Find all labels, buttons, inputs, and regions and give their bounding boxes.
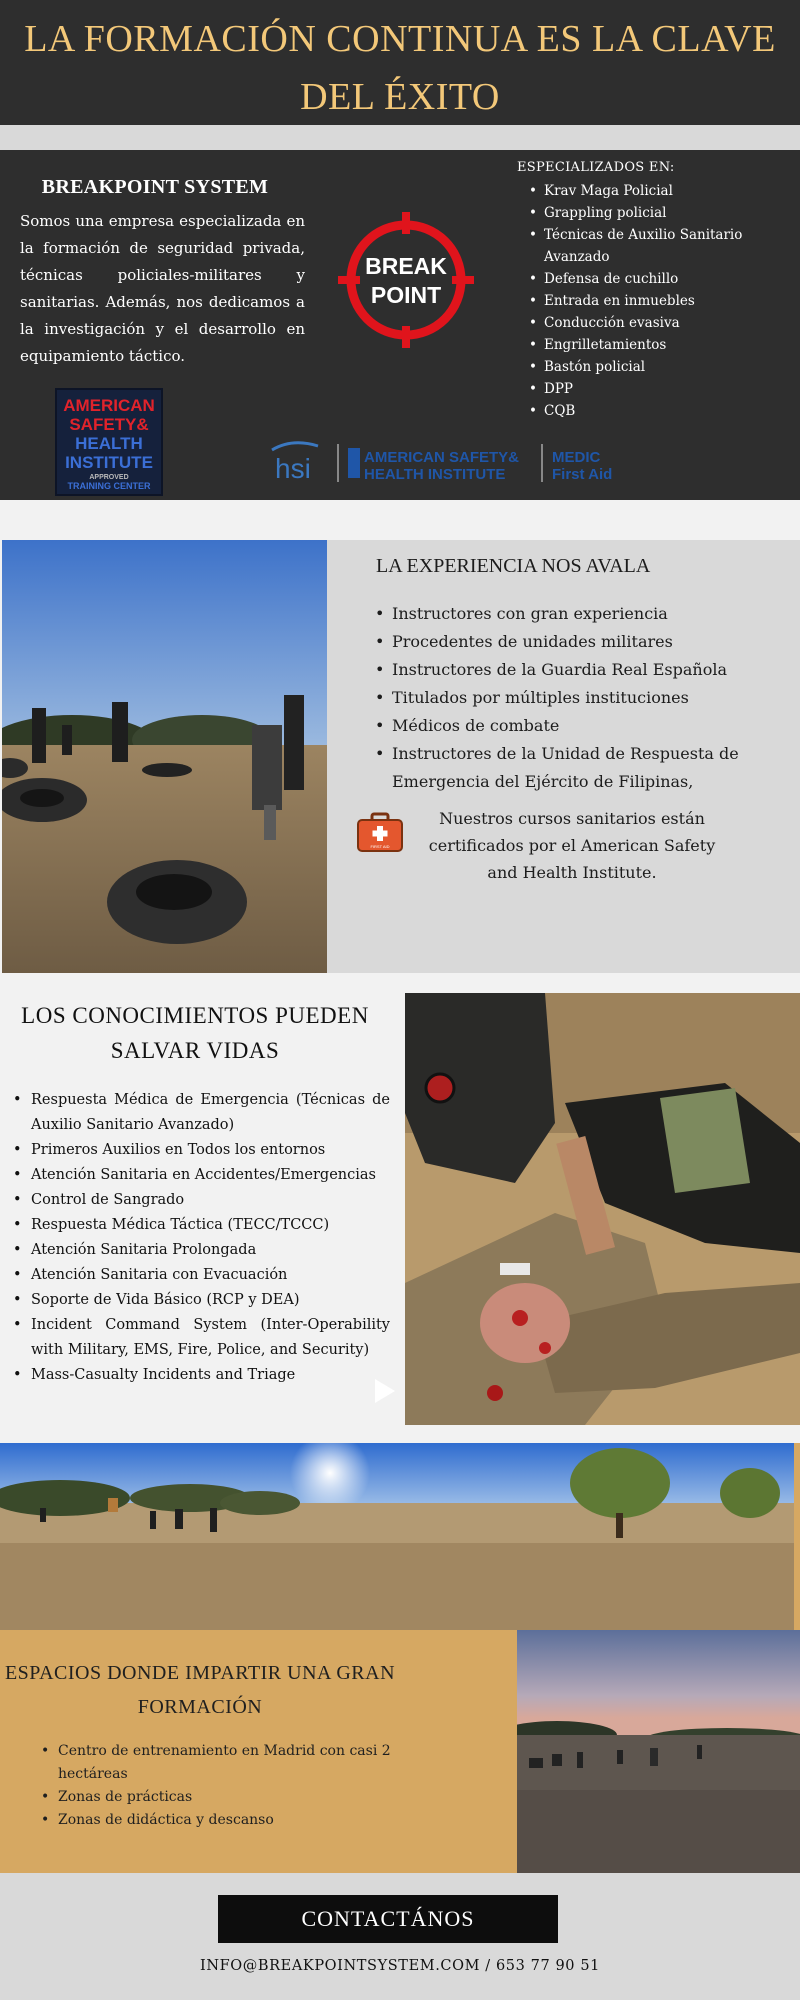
list-item: • Zonas de didáctica y descanso	[35, 1809, 415, 1832]
list-item: • Técnicas de Auxilio Sanitario Avanzado	[520, 224, 790, 268]
list-item: • Atención Sanitaria Prolongada	[10, 1238, 390, 1263]
company-description: Somos una empresa especializada en la formación de seguridad privada, técnicas policiales-militares y sanitarias. Además, nos dedicamos a la investigación y el desarrollo en equipamiento táctico.	[20, 212, 305, 365]
knowledge-section	[0, 973, 405, 1438]
experience-section	[327, 540, 800, 973]
company-section	[0, 150, 800, 500]
contact-button[interactable]: CONTACTÁNOS	[218, 1895, 558, 1943]
asi-logo-text: AMERICAN SAFETY&	[364, 449, 520, 466]
badge-line: SAFETY&	[69, 415, 149, 434]
list-item: • Conducción evasiva	[520, 312, 790, 334]
list-item: • Respuesta Médica Táctica (TECC/TCCC)	[10, 1213, 390, 1238]
training-field-photo	[2, 540, 327, 973]
list-item: • Incident Command System (Inter-Operability with Military, EMS, Fire, Police, and Security)	[10, 1313, 390, 1363]
first-aid-kit-icon	[357, 812, 403, 852]
medical-training-photo	[405, 993, 800, 1425]
panoramic-field-photo	[0, 1443, 794, 1630]
divider-band	[0, 125, 800, 150]
list-item: • Zonas de prácticas	[35, 1786, 415, 1809]
badge-line: APPROVED	[89, 474, 129, 481]
list-item: • Engrilletamientos	[520, 334, 790, 356]
list-item: • DPP	[520, 378, 790, 400]
list-item: • Grappling policial	[520, 202, 790, 224]
page-title: LA FORMACIÓN CONTINUA ES LA CLAVE DEL ÉXITO	[24, 18, 776, 118]
badge-line: AMERICAN	[63, 396, 155, 415]
asi-logo-text: HEALTH INSTITUTE	[364, 466, 506, 483]
kit-label: FIRST AID	[370, 844, 390, 849]
badge-line: INSTITUTE	[65, 453, 153, 472]
list-item: • Médicos de combate	[367, 712, 787, 740]
spaces-section	[0, 1630, 517, 1873]
list-item: • Primeros Auxilios en Todos los entornos	[10, 1138, 390, 1163]
list-item: • Soporte de Vida Básico (RCP y DEA)	[10, 1288, 390, 1313]
list-item: • Entrada en inmuebles	[520, 290, 790, 312]
list-item: • Atención Sanitaria con Evacuación	[10, 1263, 390, 1288]
asi-training-center-badge	[55, 388, 163, 496]
list-item: • Bastón policial	[520, 356, 790, 378]
list-item: • Instructores de la Unidad de Respuesta de Emergencia del Ejército de Filipinas,	[367, 740, 787, 796]
medic-logo-text: First Aid	[552, 466, 613, 483]
breakpoint-logo	[336, 210, 476, 350]
list-item: • Procedentes de unidades militares	[367, 628, 787, 656]
list-item: • Instructores con gran experiencia	[367, 600, 787, 628]
spaces-title: ESPACIOS DONDE IMPARTIR UNA GRAN FORMACIÓN	[4, 1662, 396, 1718]
list-item: • Centro de entrenamiento en Madrid con casi 2 hectáreas	[35, 1740, 415, 1786]
list-item: • Titulados por múltiples instituciones	[367, 684, 787, 712]
logo-text-point: POINT	[370, 282, 442, 308]
list-item: • Mass-Casualty Incidents and Triage	[10, 1363, 390, 1388]
badge-line: TRAINING CENTER	[67, 481, 151, 491]
panorama-edge	[794, 1443, 800, 1630]
list-item: • Instructores de la Guardia Real Española	[367, 656, 787, 684]
knowledge-title: LOS CONOCIMIENTOS PUEDEN SALVAR VIDAS	[21, 1003, 369, 1063]
list-item: • Krav Maga Policial	[520, 180, 790, 202]
company-title: BREAKPOINT SYSTEM	[41, 176, 269, 198]
partner-logos	[270, 440, 650, 485]
header-banner	[0, 0, 800, 125]
logo-text-break: BREAK	[365, 253, 447, 279]
specialized-list	[520, 180, 790, 422]
list-item: • Control de Sangrado	[10, 1188, 390, 1213]
experience-list	[367, 600, 787, 796]
medic-logo-text: MEDIC	[552, 449, 601, 466]
divider-band	[0, 500, 800, 540]
dusk-field-photo	[517, 1630, 800, 1873]
knowledge-list	[10, 1088, 390, 1388]
list-item: • Respuesta Médica de Emergencia (Técnicas de Auxilio Sanitario Avanzado)	[10, 1088, 390, 1138]
list-item: • CQB	[520, 400, 790, 422]
play-icon[interactable]	[374, 1378, 396, 1404]
badge-line: HEALTH	[75, 434, 143, 453]
spaces-list	[35, 1740, 415, 1832]
contact-section	[0, 1873, 800, 2000]
hsi-logo-text: hsi	[275, 453, 311, 484]
list-item: • Defensa de cuchillo	[520, 268, 790, 290]
specialized-title: ESPECIALIZADOS EN:	[517, 160, 675, 175]
experience-title: LA EXPERIENCIA NOS AVALA	[376, 555, 651, 577]
contact-info[interactable]: INFO@BREAKPOINTSYSTEM.COM / 653 77 90 51	[200, 1958, 600, 1974]
list-item: • Atención Sanitaria en Accidentes/Emergencias	[10, 1163, 390, 1188]
certification-text: Nuestros cursos sanitarios están certificados por el American Safety and Health Institute.	[428, 809, 716, 882]
